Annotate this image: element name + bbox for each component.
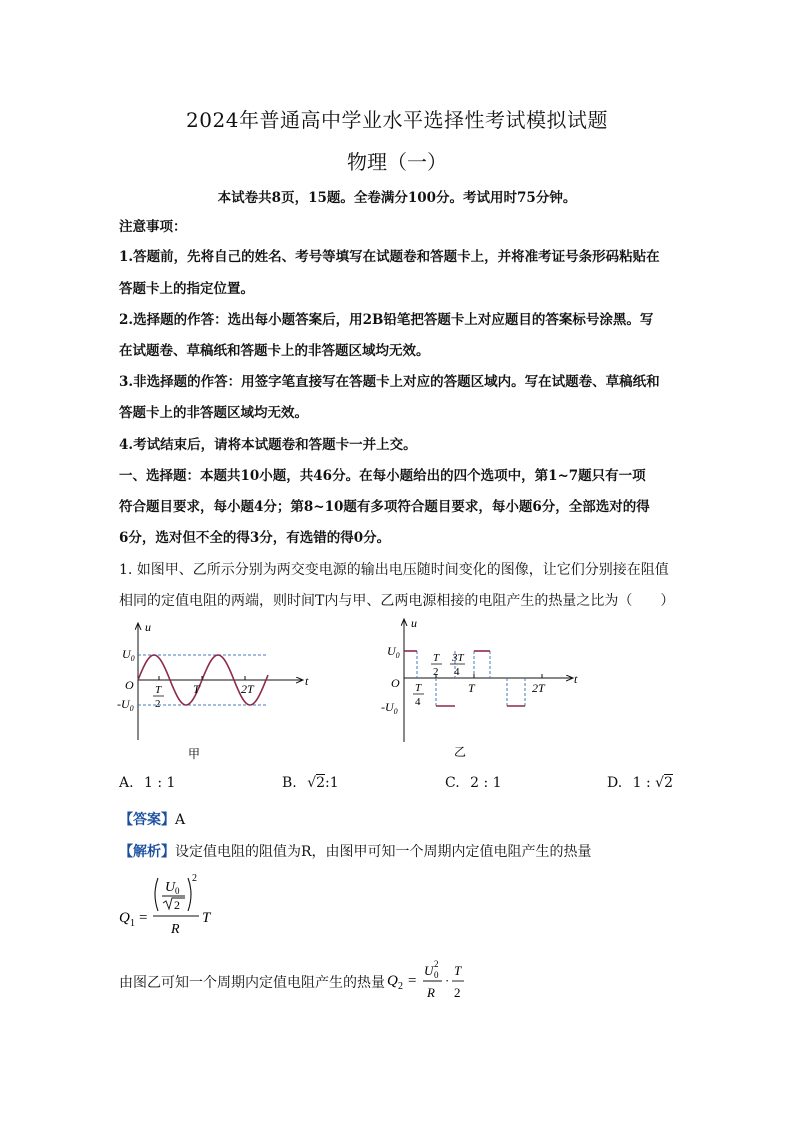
answer-tag: 【答案】: [119, 812, 175, 828]
figure-b-half-period-den: 2: [433, 666, 439, 678]
option-c-text: 2 : 1: [470, 775, 502, 791]
question-1-line-2: 相同的定值电阻的两端，则时间T内与甲、乙两电源相接的电阻产生的热量之比为（ ）: [119, 593, 675, 609]
eq1-tail: T: [202, 910, 211, 926]
figure-a-t-label: t: [305, 674, 309, 688]
question-1-line-1: 1. 如图甲、乙所示分别为两交变电源的输出电压随时间变化的图像，让它们分别接在阻值: [119, 562, 669, 578]
option-b-text: :1: [325, 775, 339, 791]
figure-a-half-period-den: 2: [155, 698, 161, 710]
analysis-line-2-text: 由图乙可知一个周期内定值电阻产生的热量: [119, 975, 385, 991]
option-d-sqrt: √2: [655, 775, 674, 791]
eq2-lhs-sub: 2: [398, 981, 403, 992]
section-1-line-2: 符合题目要求，每小题4分；第8~10题有多项符合题目要求，每小题6分，全部选对的得: [119, 499, 650, 515]
eq2-lhs: Q: [387, 973, 398, 989]
eq2-num-sub: 0: [434, 970, 439, 980]
section-1-line-1: 一、选择题：本题共10小题，共46分。在每小题给出的四个选项中，第1~7题只有一项: [119, 468, 646, 484]
notice-item-1-line-1: 1.答题前，先将自己的姓名、考号等填写在试题卷和答题卡上，并将准考证号条形码粘贴在: [119, 249, 660, 265]
figure-b-square-wave: [377, 614, 587, 764]
figure-b-quarter-num: T: [415, 682, 422, 694]
eq1-lhs-sub: 1: [130, 918, 135, 929]
figure-b-u-label: u: [411, 616, 417, 630]
eq2-den: R: [427, 985, 435, 1000]
figure-b-period-label: T: [468, 681, 475, 695]
analysis-text: 设定值电阻的阻值为R，由图甲可知一个周期内定值电阻产生的热量: [175, 844, 592, 860]
figure-a-two-period-label: 2T: [241, 682, 254, 696]
analysis-tag: 【解析】: [119, 844, 175, 860]
section-1-line-3: 6分，选对但不全的得3分，有选错的得0分。: [119, 530, 391, 546]
figure-b-u0-label: $U_0$: [387, 644, 400, 660]
notice-item-1-line-2: 答题卡上的指定位置。: [119, 281, 254, 297]
analysis-line-1: [119, 841, 592, 861]
figure-b-three-quarter-den: 4: [454, 666, 460, 678]
option-a-text: 1 : 1: [144, 775, 176, 791]
eq1-num-u-sub: 0: [175, 886, 180, 896]
option-d-label: D.: [607, 775, 623, 791]
equation-q1: [115, 870, 235, 945]
eq1-power: 2: [192, 873, 197, 884]
notice-item-3-line-2: 答题卡上的非答题区域均无效。: [119, 405, 308, 421]
notice-item-2-line-1: 2.选择题的作答：选出每小题答案后，用2B铅笔把答题卡上对应题目的答案标号涂黑。写: [119, 312, 654, 328]
eq2-frac-num: T: [454, 963, 462, 978]
option-d-text: 1 :: [632, 775, 656, 791]
eq1-den: R: [171, 922, 180, 937]
svg-text:=: =: [408, 973, 417, 989]
eq1-sqrt-value: 2: [174, 898, 180, 912]
svg-text:=: =: [139, 910, 148, 926]
option-b[interactable]: [282, 775, 339, 791]
notice-item-2-line-2: 在试题卷、草稿纸和答题卡上的非答题区域均无效。: [119, 343, 430, 359]
figure-a-half-period-num: T: [155, 684, 162, 696]
exam-info: 本试卷共8页，15题。全卷满分100分。考试用时75分钟。: [217, 190, 577, 206]
option-b-sqrt: √2: [307, 775, 326, 791]
figure-a-sine-wave: [115, 618, 325, 768]
figure-a-neg-u0-label: $-U_0$: [117, 697, 134, 713]
option-d[interactable]: [607, 775, 673, 791]
figure-b-quarter-den: 4: [415, 696, 421, 708]
answer-value: A: [175, 812, 186, 828]
eq1-num-u: U: [165, 880, 176, 895]
eq2-num-sup: 2: [434, 959, 439, 969]
notice-heading: 注意事项：: [119, 219, 187, 235]
figure-a-period-label: T: [193, 682, 200, 696]
option-a-label: A.: [119, 775, 134, 791]
eq2-num: U: [424, 963, 434, 978]
exam-title: 2024年普通高中学业水平选择性考试模拟试题: [186, 108, 608, 132]
equation-q2: [386, 958, 476, 1004]
figure-b-origin-label: O: [391, 676, 400, 690]
option-a[interactable]: [119, 775, 175, 791]
eq1-lhs: Q: [119, 910, 130, 926]
option-b-label: B.: [282, 775, 297, 791]
notice-item-4: 4.考试结束后，请将本试题卷和答题卡一并上交。: [119, 437, 417, 453]
figure-a-caption: 甲: [188, 747, 201, 761]
figure-a-origin-label: O: [125, 678, 134, 692]
option-c[interactable]: [445, 775, 502, 791]
figure-a-u0-label: $U_0$: [122, 647, 135, 663]
answer-line: [119, 809, 185, 829]
figure-b-two-period-label: 2T: [532, 681, 545, 695]
analysis-line-2: [119, 972, 385, 992]
notice-item-3-line-1: 3.非选择题的作答：用签字笔直接写在答题卡上对应的答题区域内。写在试题卷、草稿纸和: [119, 374, 660, 390]
subject-title: 物理（一）: [347, 150, 447, 174]
figure-b-half-period-num: T: [433, 652, 440, 664]
figure-b-t-label: t: [574, 672, 578, 686]
figure-b-caption: 乙: [454, 745, 467, 759]
option-c-label: C.: [445, 775, 460, 791]
eq2-frac-den: 2: [454, 985, 461, 1000]
figure-b-neg-u0-label: $-U_0$: [381, 700, 398, 716]
svg-text:·: ·: [445, 973, 450, 988]
figure-a-u-label: u: [145, 620, 151, 634]
figure-b-three-quarter-num: 3T: [452, 652, 464, 664]
